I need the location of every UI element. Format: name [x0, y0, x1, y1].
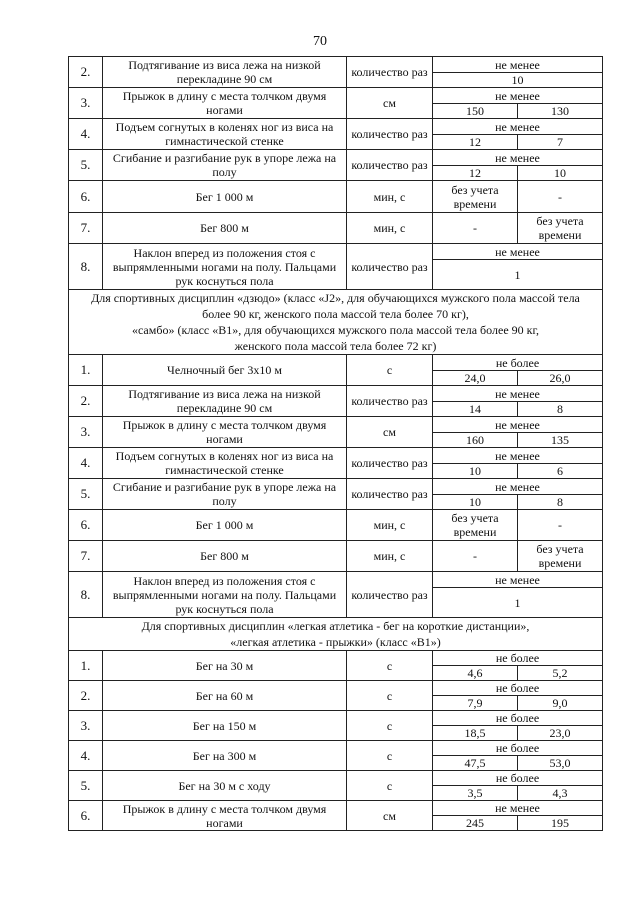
test-name: Бег 800 м — [103, 541, 347, 572]
section-header — [69, 618, 603, 651]
test-name: Челночный бег 3х10 м — [103, 355, 347, 386]
unit: количество раз — [347, 244, 433, 290]
norm-female: 5,2 — [518, 666, 603, 681]
requirement-label: не менее — [433, 572, 603, 588]
requirement-label: не менее — [433, 88, 603, 104]
test-name: Бег 800 м — [103, 213, 347, 244]
row-number: 7. — [69, 541, 103, 572]
norm-female: 53,0 — [518, 756, 603, 771]
unit: количество раз — [347, 479, 433, 510]
table-row — [69, 448, 603, 464]
norm-male: 10 — [433, 495, 518, 510]
test-name: Наклон вперед из положения стоя с выпрямленными ногами на полу. Пальцами рук коснуться пола — [103, 244, 347, 290]
table-row — [69, 181, 603, 213]
requirement-label: не более — [433, 355, 603, 371]
table-row — [69, 386, 603, 402]
row-number: 5. — [69, 150, 103, 181]
requirement-label: не более — [433, 771, 603, 786]
norm-male: 150 — [433, 104, 518, 119]
requirement-label: не менее — [433, 386, 603, 402]
unit: с — [347, 651, 433, 681]
row-number: 4. — [69, 448, 103, 479]
row-number: 6. — [69, 181, 103, 213]
norm-female: 26,0 — [518, 371, 603, 386]
test-name: Бег 1 000 м — [103, 181, 347, 213]
table-row — [69, 541, 603, 572]
norm-female: 10 — [518, 166, 603, 181]
row-number: 8. — [69, 572, 103, 618]
table-row — [69, 771, 603, 786]
unit: см — [347, 88, 433, 119]
table-row — [69, 651, 603, 666]
unit: см — [347, 801, 433, 831]
row-number: 5. — [69, 771, 103, 801]
norm-male: 47,5 — [433, 756, 518, 771]
norm-female: - — [518, 510, 603, 541]
test-name: Подъем согнутых в коленях ног из виса на гимнастической стенке — [103, 448, 347, 479]
requirement-label: не менее — [433, 417, 603, 433]
unit: количество раз — [347, 572, 433, 618]
requirement-label: не менее — [433, 801, 603, 816]
table-row — [69, 681, 603, 696]
norm-female: 4,3 — [518, 786, 603, 801]
requirement-label: не более — [433, 681, 603, 696]
section-title-line: Для спортивных дисциплин «дзюдо» (класс «J2», для обучающихся мужского пола массой тела — [91, 291, 580, 305]
test-name: Сгибание и разгибание рук в упоре лежа на полу — [103, 479, 347, 510]
row-number: 6. — [69, 801, 103, 831]
norm-male: 12 — [433, 135, 518, 150]
norm-value: 1 — [433, 260, 603, 290]
table-row — [69, 57, 603, 73]
table-row — [69, 510, 603, 541]
test-name: Прыжок в длину с места толчком двумя ногами — [103, 88, 347, 119]
unit: мин, с — [347, 181, 433, 213]
test-name: Прыжок в длину с места толчком двумя ногами — [103, 417, 347, 448]
test-name: Бег на 30 м — [103, 651, 347, 681]
norm-female: 7 — [518, 135, 603, 150]
norm-female: 8 — [518, 495, 603, 510]
norm-female: 23,0 — [518, 726, 603, 741]
table-row — [69, 741, 603, 756]
section-title-line: Для спортивных дисциплин «легкая атлетика - бег на короткие дистанции», — [141, 619, 530, 633]
requirement-label: не менее — [433, 244, 603, 260]
norm-male: 160 — [433, 433, 518, 448]
unit: мин, с — [347, 541, 433, 572]
row-number: 3. — [69, 711, 103, 741]
requirement-label: не более — [433, 711, 603, 726]
test-name: Наклон вперед из положения стоя с выпрямленными ногами на полу. Пальцами рук коснуться пола — [103, 572, 347, 618]
test-name: Бег на 60 м — [103, 681, 347, 711]
test-name: Бег 1 000 м — [103, 510, 347, 541]
norm-male: 14 — [433, 402, 518, 417]
test-name: Подтягивание из виса лежа на низкой перекладине 90 см — [103, 386, 347, 417]
section-title-line: женского пола массой тела более 72 кг) — [234, 339, 437, 353]
norm-female: 195 — [518, 816, 603, 831]
test-name: Прыжок в длину с места толчком двумя ногами — [103, 801, 347, 831]
row-number: 2. — [69, 57, 103, 88]
unit: с — [347, 741, 433, 771]
unit: количество раз — [347, 448, 433, 479]
requirement-label: не менее — [433, 57, 603, 73]
test-name: Сгибание и разгибание рук в упоре лежа на полу — [103, 150, 347, 181]
requirement-label: не менее — [433, 150, 603, 166]
unit: с — [347, 771, 433, 801]
norm-male: 24,0 — [433, 371, 518, 386]
table-row — [69, 479, 603, 495]
unit: мин, с — [347, 213, 433, 244]
norm-male: 245 — [433, 816, 518, 831]
norm-female: 9,0 — [518, 696, 603, 711]
table-row — [69, 711, 603, 726]
test-name: Бег на 30 м с ходу — [103, 771, 347, 801]
norm-male: 18,5 — [433, 726, 518, 741]
norm-male: без учета времени — [433, 510, 518, 541]
norm-male: 12 — [433, 166, 518, 181]
row-number: 3. — [69, 88, 103, 119]
unit: количество раз — [347, 57, 433, 88]
norm-male: без учета времени — [433, 181, 518, 213]
norm-male: - — [433, 213, 518, 244]
unit: с — [347, 681, 433, 711]
requirement-label: не менее — [433, 119, 603, 135]
row-number: 1. — [69, 355, 103, 386]
norm-female: 130 — [518, 104, 603, 119]
norm-female: без учета времени — [518, 541, 603, 572]
norm-male: 7,9 — [433, 696, 518, 711]
requirement-label: не менее — [433, 448, 603, 464]
requirement-label: не более — [433, 651, 603, 666]
row-number: 3. — [69, 417, 103, 448]
norms-table — [68, 56, 603, 831]
table-row — [69, 801, 603, 816]
test-name: Бег на 300 м — [103, 741, 347, 771]
unit: с — [347, 355, 433, 386]
table-row — [69, 572, 603, 588]
table-row — [69, 88, 603, 104]
requirement-label: не менее — [433, 479, 603, 495]
unit: количество раз — [347, 119, 433, 150]
unit: см — [347, 417, 433, 448]
section-header — [69, 290, 603, 355]
norm-male: 4,6 — [433, 666, 518, 681]
section-title-line: более 90 кг, женского пола массой тела более 70 кг), — [202, 307, 469, 321]
table-row — [69, 244, 603, 260]
table-row — [69, 119, 603, 135]
test-name: Подъем согнутых в коленях ног из виса на гимнастической стенке — [103, 119, 347, 150]
row-number: 1. — [69, 651, 103, 681]
row-number: 2. — [69, 681, 103, 711]
unit: количество раз — [347, 150, 433, 181]
norm-female: без учета времени — [518, 213, 603, 244]
norm-female: 135 — [518, 433, 603, 448]
row-number: 6. — [69, 510, 103, 541]
row-number: 4. — [69, 741, 103, 771]
norm-male: - — [433, 541, 518, 572]
table-row — [69, 417, 603, 433]
table-row — [69, 213, 603, 244]
section-title-line: «легкая атлетика - прыжки» (класс «В1») — [230, 635, 441, 649]
unit: количество раз — [347, 386, 433, 417]
norm-female: 8 — [518, 402, 603, 417]
norm-male: 3,5 — [433, 786, 518, 801]
norm-male: 10 — [433, 464, 518, 479]
unit: мин, с — [347, 510, 433, 541]
requirement-label: не более — [433, 741, 603, 756]
norm-value: 1 — [433, 588, 603, 618]
norm-value: 10 — [433, 73, 603, 88]
norm-female: 6 — [518, 464, 603, 479]
section-title-line: «самбо» (класс «В1», для обучающихся мужского пола массой тела более 90 кг, — [131, 323, 540, 337]
norm-female: - — [518, 181, 603, 213]
test-name: Подтягивание из виса лежа на низкой перекладине 90 см — [103, 57, 347, 88]
row-number: 8. — [69, 244, 103, 290]
row-number: 4. — [69, 119, 103, 150]
row-number: 2. — [69, 386, 103, 417]
row-number: 7. — [69, 213, 103, 244]
table-row — [69, 150, 603, 166]
test-name: Бег на 150 м — [103, 711, 347, 741]
page-number: 70 — [313, 34, 327, 49]
table-row — [69, 355, 603, 371]
row-number: 5. — [69, 479, 103, 510]
unit: с — [347, 711, 433, 741]
